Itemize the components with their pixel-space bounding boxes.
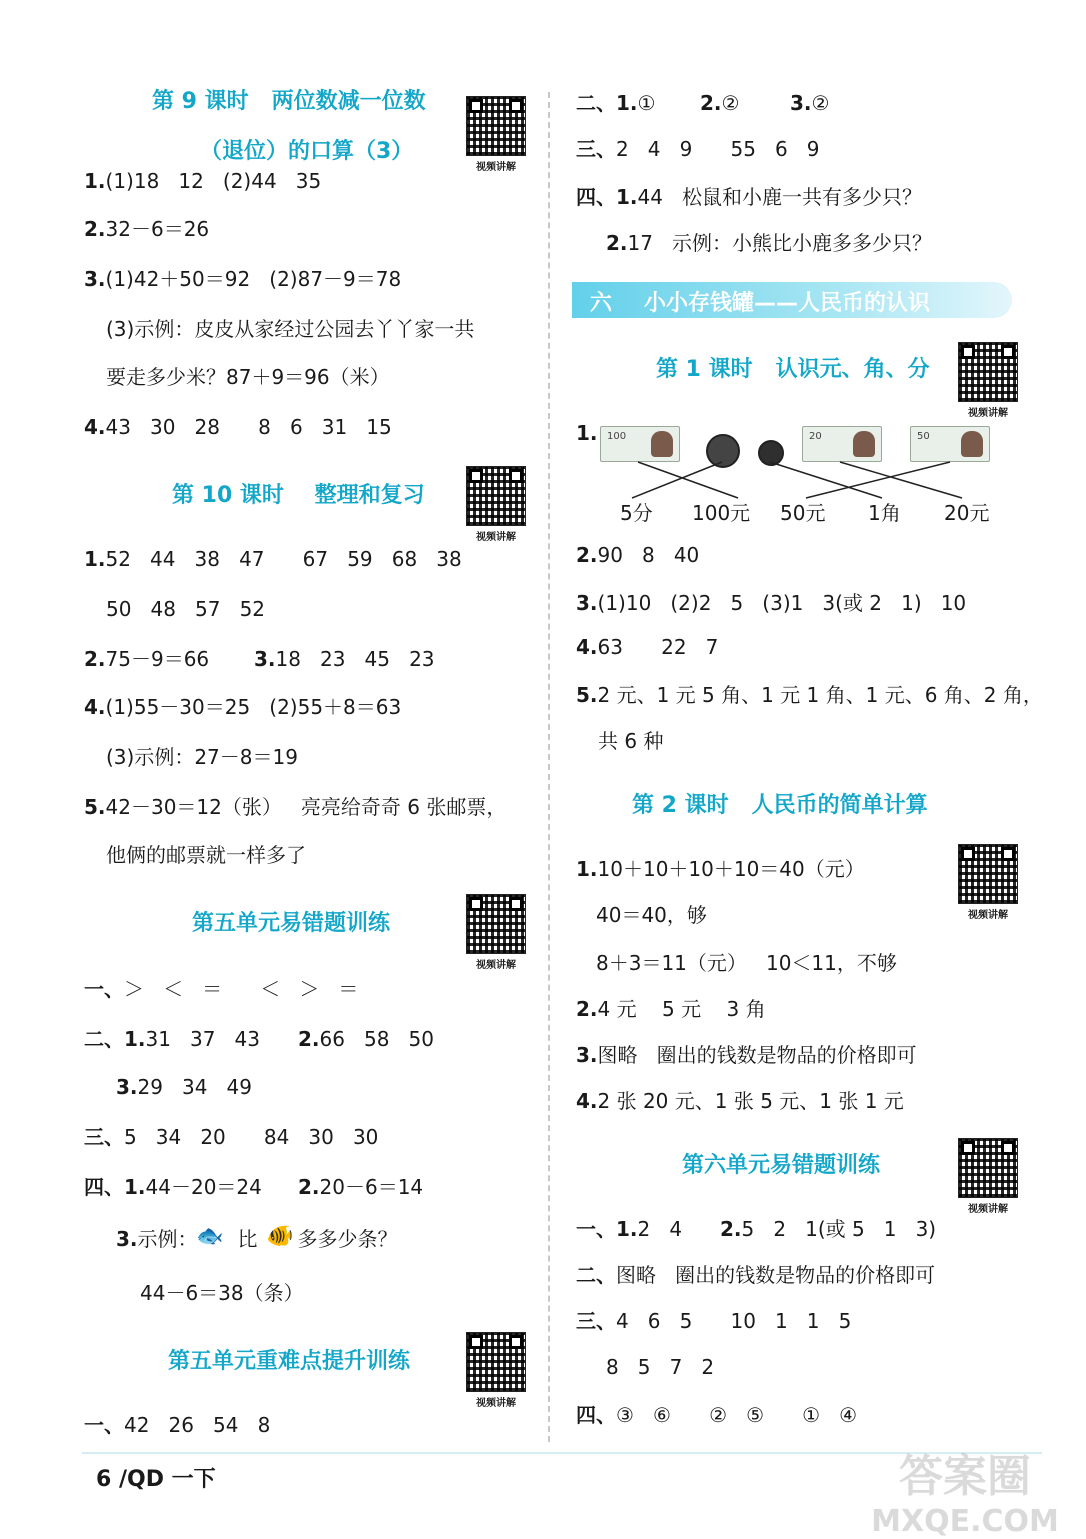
answer-line: 四、1.44－20＝24 bbox=[84, 1175, 262, 1199]
qr-caption: 视频讲解 bbox=[968, 910, 1008, 921]
qr-code-icon bbox=[466, 466, 526, 526]
answer-line: 2.90 8 40 bbox=[576, 543, 700, 567]
column-divider bbox=[548, 92, 550, 1442]
answer-line: 5.2 元、1 元 5 角、1 元 1 角、1 元、6 角、2 角， bbox=[576, 683, 1043, 707]
answer-line: (3)示例：27－8＝19 bbox=[106, 745, 298, 769]
money-label: 50元 bbox=[780, 501, 826, 525]
answer-line: 三、4 6 5 10 1 1 5 bbox=[576, 1309, 852, 1333]
qr-code-icon bbox=[466, 96, 526, 156]
answer-line: 44－6＝38（条） bbox=[140, 1281, 304, 1305]
answer-line: 3.图略 圈出的钱数是物品的价格即可 bbox=[576, 1043, 917, 1067]
qr-code-lesson9[interactable] bbox=[466, 96, 526, 173]
money-label: 20元 bbox=[944, 501, 990, 525]
answer-line: 40＝40，够 bbox=[596, 903, 707, 927]
banknote-20-icon: 20 bbox=[802, 426, 882, 462]
answer-line: 1.52 44 38 47 67 59 68 38 bbox=[84, 547, 462, 571]
match-line bbox=[840, 462, 962, 498]
answer-line: 一、1.2 4 bbox=[576, 1217, 683, 1241]
lesson2-title: 第 2 课时 人民币的简单计算 bbox=[632, 793, 928, 818]
answer-line: 3.② bbox=[790, 91, 830, 115]
fish-icon: 🐟 bbox=[196, 1224, 224, 1249]
answer-line: 50 48 57 52 bbox=[106, 597, 266, 621]
answer-line: 4.(1)55－30＝25 (2)55＋8＝63 bbox=[84, 695, 402, 719]
unit6-number: 六 bbox=[590, 291, 613, 316]
lesson1-title: 第 1 课时 认识元、角、分 bbox=[656, 357, 930, 382]
answer-line: 二、图略 圈出的钱数是物品的价格即可 bbox=[576, 1263, 936, 1287]
unit5-errors-title: 第五单元易错题训练 bbox=[192, 911, 391, 936]
page-footer: 6 /QD 一下 bbox=[96, 1467, 216, 1492]
answer-line: 三、2 4 9 55 6 9 bbox=[576, 137, 820, 161]
answer-line: 要走多少米？87＋9＝96（米） bbox=[106, 365, 390, 389]
matching-lines bbox=[600, 460, 1000, 500]
watermark-url: MXQE.COM bbox=[871, 1504, 1059, 1539]
qr-caption: 视频讲解 bbox=[476, 1398, 516, 1409]
answer-line: 四、③ ⑥ ② ⑤ ① ④ bbox=[576, 1403, 858, 1427]
watermark bbox=[870, 1440, 1060, 1539]
money-label: 1角 bbox=[868, 501, 901, 525]
answer-line: 他俩的邮票就一样多了 bbox=[106, 843, 306, 867]
answer-line: 二、1.① bbox=[576, 91, 656, 115]
answer-line: 2.32－6＝26 bbox=[84, 217, 210, 241]
qr-caption: 视频讲解 bbox=[476, 532, 516, 543]
qr-code-icon bbox=[958, 844, 1018, 904]
answer-line: 三、5 34 20 84 30 30 bbox=[84, 1125, 379, 1149]
qr-code-icon bbox=[958, 1138, 1018, 1198]
qr-caption: 视频讲解 bbox=[476, 960, 516, 971]
answer-line: 3.(1)10 (2)2 5 (3)1 3(或 2 1) 10 bbox=[576, 591, 967, 615]
qr-caption: 视频讲解 bbox=[968, 1204, 1008, 1215]
qr-code-unit5-key[interactable] bbox=[466, 1332, 526, 1409]
answer-line: 4.43 30 28 8 6 31 15 bbox=[84, 415, 392, 439]
answer-line: 二、1.31 37 43 bbox=[84, 1027, 261, 1051]
answer-line: 8 5 7 2 bbox=[606, 1355, 715, 1379]
answer-line: 3.18 23 45 23 bbox=[254, 647, 435, 671]
qr-caption: 视频讲解 bbox=[968, 408, 1008, 419]
answer-line: 5.42－30＝12（张） 亮亮给奇奇 6 张邮票， bbox=[84, 795, 507, 819]
answer-line: 4.2 张 20 元、1 张 5 元、1 张 1 元 bbox=[576, 1089, 904, 1113]
answer-line: 一、42 26 54 8 bbox=[84, 1413, 271, 1437]
answer-line: 2.66 58 50 bbox=[298, 1027, 435, 1051]
answer-line: 3.29 34 49 bbox=[116, 1075, 253, 1099]
answer-line: 4.63 22 7 bbox=[576, 635, 719, 659]
answer-line: 1. bbox=[576, 421, 598, 445]
answer-line: 2.5 2 1(或 5 1 3) bbox=[720, 1217, 937, 1241]
match-line bbox=[632, 462, 722, 498]
qr-code-icon bbox=[958, 342, 1018, 402]
answer-line: 一、＞ ＜ ＝ ＜ ＞ ＝ bbox=[84, 977, 359, 1001]
lesson10-title: 第 10 课时 整理和复习 bbox=[172, 483, 425, 508]
answer-line: 2.② bbox=[700, 91, 740, 115]
qr-code-lesson10[interactable] bbox=[466, 466, 526, 543]
answer-line: 8＋3＝11（元） 10＜11，不够 bbox=[596, 951, 897, 975]
qr-code-lesson2[interactable] bbox=[958, 844, 1018, 921]
answer-line: 3.(1)42＋50＝92 (2)87－9＝78 bbox=[84, 267, 402, 291]
match-line bbox=[638, 462, 738, 498]
qr-code-lesson1[interactable] bbox=[958, 342, 1018, 419]
lesson9-title-line1: 第 9 课时 两位数减一位数 bbox=[152, 89, 426, 114]
qr-code-unit5-errors[interactable] bbox=[466, 894, 526, 971]
lesson9-title-line2: （退位）的口算（3） bbox=[200, 139, 414, 164]
qr-caption: 视频讲解 bbox=[476, 162, 516, 173]
answer-line: 2.4 元 5 元 3 角 bbox=[576, 997, 766, 1021]
watermark-text: 答案圈 bbox=[899, 1451, 1031, 1502]
qr-code-unit6-errors[interactable] bbox=[958, 1138, 1018, 1215]
answer-line: 2.20－6＝14 bbox=[298, 1175, 424, 1199]
money-label: 100元 bbox=[692, 501, 751, 525]
answer-line: 四、1.44 松鼠和小鹿一共有多少只？ bbox=[576, 185, 923, 209]
unit5-key-title: 第五单元重难点提升训练 bbox=[168, 1349, 411, 1374]
answer-line: 1.(1)18 12 (2)44 35 bbox=[84, 169, 322, 193]
qr-code-icon bbox=[466, 894, 526, 954]
answer-line: 2.75－9＝66 bbox=[84, 647, 210, 671]
unit6-errors-title: 第六单元易错题训练 bbox=[682, 1153, 881, 1178]
answer-line: 1.10＋10＋10＋10＝40（元） bbox=[576, 857, 865, 881]
answer-line: 共 6 种 bbox=[598, 729, 664, 753]
money-label: 5分 bbox=[620, 501, 653, 525]
unit6-title: 小小存钱罐——人民币的认识 bbox=[644, 291, 931, 316]
banknote-100-icon: 100 bbox=[600, 426, 680, 462]
fish-icon: 🐠 bbox=[266, 1224, 294, 1249]
answer-line: (3)示例：皮皮从家经过公园去丫丫家一共 bbox=[106, 317, 475, 341]
qr-code-icon bbox=[466, 1332, 526, 1392]
answer-line: 3.示例： 比 多多少条？ bbox=[116, 1227, 398, 1251]
answer-line: 2.17 示例：小熊比小鹿多多少只？ bbox=[606, 231, 933, 255]
banknote-50-icon: 50 bbox=[910, 426, 990, 462]
unit6-banner bbox=[572, 282, 1012, 318]
